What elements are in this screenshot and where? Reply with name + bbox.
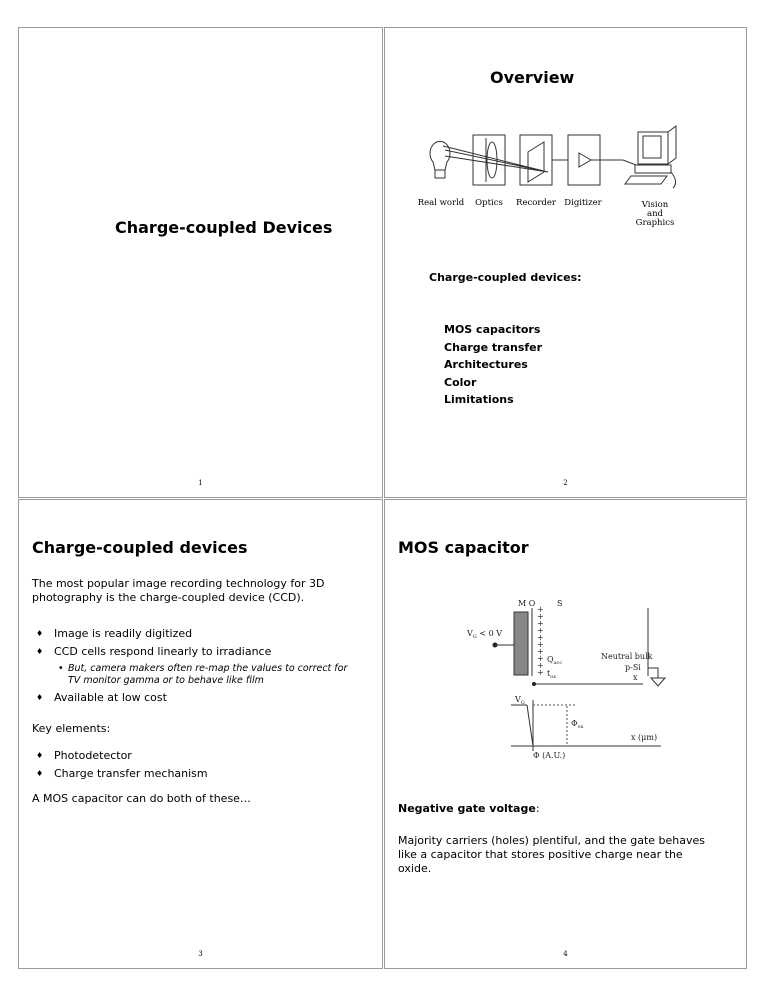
slide-4: [384, 499, 747, 969]
bullet-item: ♦ Available at low cost: [32, 691, 362, 705]
key-heading: Key elements:: [32, 722, 111, 735]
section-heading: Negative gate voltage:: [398, 802, 540, 815]
svg-text:+: +: [537, 661, 544, 670]
key-list: [32, 749, 208, 785]
bullet-item: ♦ CCD cells respond linearly to irradiance: [32, 645, 362, 659]
label-digitizer: Digitizer: [564, 198, 602, 208]
page-number: 1: [198, 479, 203, 487]
topic-item: Charge transfer: [444, 340, 543, 354]
svg-text:M O: M O: [518, 599, 536, 608]
svg-text:+: +: [537, 647, 544, 656]
slide-1: [18, 27, 383, 498]
svg-text:Qacc: $Q_{acc}$: [547, 655, 563, 666]
topic-item: Limitations: [444, 393, 514, 406]
mos-capacitor-figure: [465, 596, 725, 766]
svg-text:Φox: $\Phi_{ox}$: [571, 719, 584, 730]
page-number: 4: [563, 950, 568, 958]
page-number: 3: [198, 950, 203, 958]
label-vision: Vision: [641, 200, 669, 210]
svg-text:p-Si: p-Si: [625, 663, 641, 672]
topic-list: [444, 321, 542, 409]
bullet-item: ♦ Photodetector: [32, 749, 208, 763]
svg-text:tox: $t_{ox}$: [547, 669, 557, 680]
imaging-pipeline-diagram: [413, 110, 713, 230]
topic-item: Color: [444, 375, 477, 389]
svg-text:+: +: [537, 619, 544, 628]
svg-text:VG: $V_G$: [515, 695, 525, 706]
slide-3: [18, 499, 383, 969]
description-text: Majority carriers (holes) plentiful, and the gate behaves like a capacitor that stores positive charge near the oxide.: [398, 834, 706, 875]
slide-title: Charge-coupled devices: [32, 538, 248, 557]
slide-2: [384, 27, 747, 498]
svg-text:VG < 0 V: $V_G < 0$ V: [467, 629, 502, 640]
svg-text:+: +: [537, 612, 544, 621]
intro-text: The most popular image recording technology for 3D photography is the charge-coupled device (CCD).: [32, 577, 325, 604]
label-and: and: [647, 209, 663, 219]
svg-text:+: +: [537, 633, 544, 642]
slide-title: Charge-coupled Devices: [115, 218, 333, 237]
label-recorder: Recorder: [516, 198, 556, 208]
label-optics: Optics: [475, 198, 503, 208]
svg-text:+: +: [537, 668, 544, 677]
bullet-item: ♦ Image is readily digitized: [32, 627, 362, 641]
svg-text:Neutral bulk: Neutral bulk: [601, 652, 653, 661]
topic-item: MOS capacitors: [444, 323, 541, 336]
closing-text: A MOS capacitor can do both of these…: [32, 792, 251, 805]
sub-bullet-item: • But, camera makers often re-map the values to correct for TV monitor gamma or to behave like film: [32, 663, 362, 687]
svg-text:+: +: [537, 640, 544, 649]
svg-text:x (μm): x (μm): [631, 733, 658, 742]
svg-text:S: S: [557, 599, 563, 608]
bullet-list: [32, 627, 362, 709]
label-real-world: Real world: [417, 198, 465, 208]
svg-text:+: +: [537, 605, 544, 614]
svg-text:x: x: [633, 673, 638, 682]
subtitle: Charge-coupled devices:: [429, 271, 582, 284]
bullet-item: ♦ Charge transfer mechanism: [32, 767, 208, 781]
label-graphics: Graphics: [635, 218, 675, 228]
topic-item: Architectures: [444, 358, 528, 371]
svg-text:+: +: [537, 654, 544, 663]
slide-title: MOS capacitor: [398, 538, 529, 557]
svg-text:Φ (A.U.): Φ (A.U.): [533, 751, 566, 760]
page-number: 2: [563, 479, 568, 487]
slide-title: Overview: [490, 68, 575, 87]
svg-text:+: +: [537, 626, 544, 635]
